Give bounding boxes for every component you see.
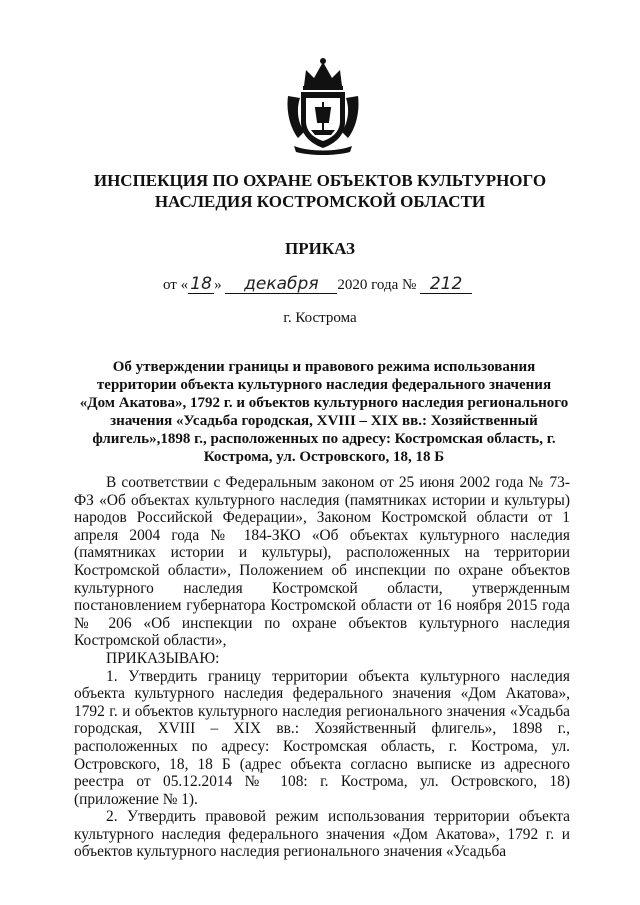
- handwritten-month: декабря: [225, 275, 337, 294]
- preamble-paragraph: В соответствии с Федеральным законом от 25 июня 2002 года № 73-ФЗ «Об объектах культурного наследия (памятниках истории и культуры) народов Российской Федерации», Законом Костромской области от 1 апреля 2004 года № 184-ЗКО «Об объектах культурного наследия (памятниках истории и культуры), расположенных на территории Костромской области», Положением об инспекции по охране объектов культурного наследия Костромской области, утвержденным постановлением губернатора Костромской области от 16 ноября 2015 года № 206 «Об инспекции по охране объектов культурного наследия Костромской области»,: [74, 474, 570, 650]
- document-type: ПРИКАЗ: [285, 239, 355, 258]
- handwritten-number: 212: [420, 275, 472, 294]
- order-item-2: 2. Утвердить правовой режим использования территории объекта культурного наследия федерального значения «Дом Акатова», 1792 г. и объектов культурного наследия регионального значения «Усадьба: [74, 808, 570, 861]
- order-item-1: 1. Утвердить границу территории объекта культурного наследия объекта культурного наследия федерального значения «Дом Акатова», 1792 г. и объектов культурного наследия регионального значения «Усадьба городская, XVIII – XIX вв.: Хозяйственный флигель», 1898 г., расположенных по адресу: Костромская область, г. Кострома, ул. Островского, 18, 18 Б (адрес объекта согласно выписке из адресного реестра от 05.12.2014 № 108: г. Кострома, ул. Островского, 18) (приложение № 1).: [74, 667, 570, 808]
- date-year: 2020 года №: [337, 277, 417, 293]
- kostroma-coat-of-arms-icon: [284, 56, 362, 156]
- date-line: [163, 275, 472, 294]
- date-prefix: от «: [163, 277, 189, 293]
- handwritten-day: 18: [188, 275, 214, 294]
- city: г. Кострома: [283, 310, 357, 326]
- authority-name: ИНСПЕКЦИЯ ПО ОХРАНЕ ОБЪЕКТОВ КУЛЬТУРНОГО НАСЛЕДИЯ КОСТРОМСКОЙ ОБЛАСТИ: [93, 171, 547, 211]
- order-word: ПРИКАЗЫВАЮ:: [106, 649, 220, 667]
- order-body: [74, 474, 570, 861]
- order-subject: Об утверждении границы и правового режима использования территории объекта культурного наследия федерального значения «Дом Акатова», 1792 г. и объектов культурного наследия регионального значения «Усадьба городская, XVIII – XIX вв.: Хозяйственный флигель»,1898 г., расположенных по адресу: Костромская область, г. Кострома, ул. Островского, 18, 18 Б: [79, 359, 569, 465]
- date-mid: »: [214, 277, 222, 293]
